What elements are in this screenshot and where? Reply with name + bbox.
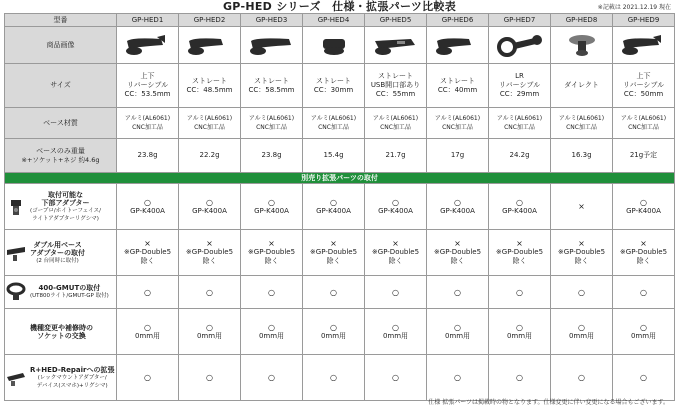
accessory-cell xyxy=(551,309,613,355)
size-cell xyxy=(427,64,489,108)
material-line: CNC加工品 xyxy=(256,124,287,131)
availability-mark: × xyxy=(516,239,523,248)
accessory-note: 除く xyxy=(140,257,155,265)
accessory-label-main: 400-GMUTの取付 xyxy=(38,284,101,292)
accessory-row xyxy=(5,309,675,355)
availability-mark: ○ xyxy=(144,287,151,297)
accessory-note: 0mm用 xyxy=(506,331,533,340)
accessory-note: GP-K400A xyxy=(192,206,227,215)
size-cell xyxy=(303,64,365,108)
material-line: CNC加工品 xyxy=(566,124,597,131)
size-line: USB開口部あり xyxy=(370,81,421,89)
accessory-note: 除く xyxy=(264,257,279,265)
accessory-cell xyxy=(241,309,303,355)
accessory-note: 除く xyxy=(512,257,527,265)
availability-mark: ○ xyxy=(392,373,399,382)
accessory-note: ※GP-Double5 xyxy=(495,248,544,256)
availability-mark: ○ xyxy=(516,373,523,382)
size-cell xyxy=(489,64,551,108)
accessory-label-sub: デバイス(スマホ)+リグシマ) xyxy=(36,382,108,389)
material-cell xyxy=(489,108,551,139)
accessory-label-text xyxy=(30,191,101,223)
material-line: CNC加工品 xyxy=(194,124,225,131)
image-row xyxy=(5,27,675,64)
model-header: GP-HED6 xyxy=(427,14,489,27)
availability-mark: × xyxy=(578,202,585,211)
accessory-image xyxy=(5,321,27,343)
accessory-cell xyxy=(303,276,365,309)
accessory-label xyxy=(5,309,117,355)
material-line: アルミ(AL6061) xyxy=(186,115,233,122)
product-image-cell xyxy=(179,27,241,64)
accessory-note: 0mm用 xyxy=(382,331,409,340)
availability-mark: ○ xyxy=(330,197,337,207)
accessory-cell xyxy=(241,355,303,401)
accessory-note: GP-K400A xyxy=(626,206,661,215)
accessory-cell xyxy=(551,355,613,401)
size-line: LR xyxy=(515,72,524,80)
accessory-cell xyxy=(489,355,551,401)
size-line: CC：53.5mm xyxy=(124,90,171,98)
model-header: GP-HED2 xyxy=(179,14,241,27)
product-image-cell xyxy=(613,27,675,64)
header-label: 型番 xyxy=(5,14,117,27)
size-cell xyxy=(613,64,675,108)
accessory-cell xyxy=(303,355,365,401)
availability-mark: ○ xyxy=(516,287,523,297)
weight-cell: 16.3g xyxy=(551,139,613,173)
accessory-cell xyxy=(489,276,551,309)
weight-cell: 21.7g xyxy=(365,139,427,173)
size-line: リバーシブル xyxy=(498,81,541,89)
accessory-note: 0mm用 xyxy=(320,331,347,340)
accessory-label-main: R+HED-Repairへの拡張 xyxy=(30,365,115,374)
size-cell xyxy=(179,64,241,108)
size-line: CC：58.5mm xyxy=(248,85,295,94)
availability-mark: ○ xyxy=(268,197,275,207)
accessory-note: 除く xyxy=(574,257,589,265)
accessory-label xyxy=(5,230,117,276)
accessory-label-sub: (レックマウントアダプター/ xyxy=(37,374,107,381)
material-line: CNC加工品 xyxy=(628,124,659,131)
accessory-label xyxy=(5,276,117,309)
accessory-cell xyxy=(427,309,489,355)
size-line: ストレート xyxy=(316,76,351,85)
accessory-note: GP-K400A xyxy=(316,206,351,215)
weight-cell: 24.2g xyxy=(489,139,551,173)
model-header: GP-HED7 xyxy=(489,14,551,27)
accessory-label-sub: ライトアダプターリグシマ) xyxy=(32,215,99,222)
accessory-row xyxy=(5,355,675,401)
size-line: CC：48.5mm xyxy=(186,85,233,94)
accessory-cell xyxy=(613,276,675,309)
availability-mark: ○ xyxy=(640,322,647,332)
accessory-label xyxy=(5,184,117,230)
accessory-cell xyxy=(117,184,179,230)
accessory-note: GP-K400A xyxy=(378,206,413,215)
accessory-label-text xyxy=(30,366,114,390)
accessory-note: ※GP-Double5 xyxy=(309,248,358,256)
product-image-cell xyxy=(489,27,551,64)
accessory-note: ※GP-Double5 xyxy=(371,248,420,256)
accessory-cell xyxy=(551,276,613,309)
accessory-label-main: ダブル用ベース xyxy=(33,240,82,249)
size-cell xyxy=(117,64,179,108)
availability-mark: ○ xyxy=(454,197,461,207)
availability-mark: ○ xyxy=(578,373,585,382)
product-image xyxy=(371,31,421,59)
accessory-note: 0mm用 xyxy=(258,331,285,340)
size-line: ストレート xyxy=(378,72,413,80)
accessory-note: ※GP-Double5 xyxy=(433,248,482,256)
material-cell xyxy=(117,108,179,139)
accessory-cell xyxy=(613,355,675,401)
accessory-note: 除く xyxy=(636,257,651,265)
accessory-cell xyxy=(117,276,179,309)
weight-cell: 22.2g xyxy=(179,139,241,173)
accessory-note: ※GP-Double5 xyxy=(619,248,668,256)
material-line: CNC加工品 xyxy=(442,124,473,131)
availability-mark: ○ xyxy=(206,197,213,207)
accessory-label-main: ソケットの交換 xyxy=(37,331,86,340)
accessory-cell xyxy=(489,184,551,230)
accessory-cell xyxy=(613,309,675,355)
model-header: GP-HED8 xyxy=(551,14,613,27)
size-cell xyxy=(241,64,303,108)
section-row xyxy=(5,173,675,184)
accessory-row xyxy=(5,184,675,230)
availability-mark: ○ xyxy=(268,322,275,332)
size-line: 上下 xyxy=(636,72,651,80)
availability-mark: ○ xyxy=(268,373,275,382)
availability-mark: ○ xyxy=(640,287,647,297)
accessory-note: GP-K400A xyxy=(502,206,537,215)
availability-mark: × xyxy=(392,239,399,248)
product-image xyxy=(557,31,607,59)
accessory-cell xyxy=(179,276,241,309)
accessory-note: 除く xyxy=(450,257,465,265)
availability-mark: ○ xyxy=(330,322,337,332)
product-image-cell xyxy=(427,27,489,64)
availability-mark: ○ xyxy=(330,287,337,297)
accessory-cell xyxy=(489,309,551,355)
accessory-label-sub: (2 台同時に取付) xyxy=(36,257,79,264)
material-line: アルミ(AL6061) xyxy=(558,115,605,122)
weight-label-sub: ※+ソケット+ネジ 約4.6g xyxy=(21,155,100,164)
availability-mark: ○ xyxy=(392,322,399,332)
material-line: CNC加工品 xyxy=(504,124,535,131)
accessory-cell xyxy=(489,230,551,276)
accessory-cell xyxy=(241,276,303,309)
material-line: CNC加工品 xyxy=(318,124,349,131)
size-line: CC：30mm xyxy=(313,85,354,94)
accessory-cell xyxy=(365,309,427,355)
availability-mark: × xyxy=(144,239,151,248)
size-cell xyxy=(551,64,613,108)
accessory-cell xyxy=(427,184,489,230)
size-line: 上下 xyxy=(140,72,155,80)
availability-mark: ○ xyxy=(206,287,213,297)
material-line: アルミ(AL6061) xyxy=(248,115,295,122)
material-cell xyxy=(179,108,241,139)
model-header: GP-HED1 xyxy=(117,14,179,27)
accessory-label-main: アダプターの取付 xyxy=(30,248,86,257)
availability-mark: ○ xyxy=(330,373,337,382)
date-note: ※記載は 2021.12.19 現在 xyxy=(597,4,671,11)
accessory-cell xyxy=(241,230,303,276)
product-image xyxy=(433,31,483,59)
accessory-label-sub: (UT800ライト/GMUT-GP 取付) xyxy=(30,293,109,299)
material-cell xyxy=(551,108,613,139)
size-line: リバーシブル xyxy=(126,81,169,89)
availability-mark: × xyxy=(330,239,337,248)
size-line: ストレート xyxy=(440,76,475,85)
accessory-cell xyxy=(551,184,613,230)
availability-mark: ○ xyxy=(206,373,213,382)
accessory-cell xyxy=(117,355,179,401)
accessory-note: 除く xyxy=(326,257,341,265)
product-image xyxy=(247,31,297,59)
material-line: アルミ(AL6061) xyxy=(620,115,667,122)
material-line: アルミ(AL6061) xyxy=(434,115,481,122)
product-image-cell xyxy=(117,27,179,64)
weight-row xyxy=(5,139,675,173)
material-cell xyxy=(427,108,489,139)
accessory-cell xyxy=(365,276,427,309)
accessory-cell xyxy=(365,230,427,276)
accessory-image xyxy=(5,196,27,218)
footer-note: 仕様 拡張パーツは掲載時の物となります。仕様変更に伴い変更になる場合もございます。 xyxy=(428,399,669,406)
material-row xyxy=(5,108,675,139)
accessory-note: 0mm用 xyxy=(196,331,223,340)
availability-mark: ○ xyxy=(392,197,399,207)
product-image-cell xyxy=(303,27,365,64)
material-cell xyxy=(303,108,365,139)
availability-mark: × xyxy=(640,239,647,248)
accessory-cell xyxy=(179,230,241,276)
availability-mark: ○ xyxy=(640,197,647,207)
weight-row-label xyxy=(5,139,117,173)
availability-mark: × xyxy=(578,239,585,248)
weight-cell: 23.8g xyxy=(241,139,303,173)
page-title: GP-HED シリーズ 仕様・拡張パーツ比較表 xyxy=(222,0,457,13)
material-cell xyxy=(613,108,675,139)
availability-mark: ○ xyxy=(268,287,275,297)
model-header: GP-HED5 xyxy=(365,14,427,27)
product-image xyxy=(123,31,173,59)
model-header: GP-HED4 xyxy=(303,14,365,27)
availability-mark: ○ xyxy=(640,373,647,382)
comparison-table xyxy=(4,13,675,401)
size-row-label: サイズ xyxy=(5,64,117,108)
material-line: CNC加工品 xyxy=(132,124,163,131)
size-line: ストレート xyxy=(192,76,227,85)
material-line: アルミ(AL6061) xyxy=(496,115,543,122)
weight-cell: 15.4g xyxy=(303,139,365,173)
accessory-label-sub: (ゴープロ/ホイトーフェイス/ xyxy=(30,207,101,214)
accessory-cell xyxy=(427,276,489,309)
size-line: CC：29mm xyxy=(499,90,540,98)
accessory-label-main: 下部アダプター xyxy=(41,198,90,207)
accessory-cell xyxy=(179,184,241,230)
product-image-cell xyxy=(365,27,427,64)
accessory-cell xyxy=(613,184,675,230)
accessory-note: GP-K400A xyxy=(130,206,165,215)
availability-mark: ○ xyxy=(516,322,523,332)
model-header: GP-HED9 xyxy=(613,14,675,27)
accessory-cell xyxy=(551,230,613,276)
size-line: CC：50mm xyxy=(623,90,664,98)
image-row-label: 商品画像 xyxy=(5,27,117,64)
material-line: アルミ(AL6061) xyxy=(124,115,171,122)
product-image xyxy=(495,31,545,59)
size-line: CC：55mm xyxy=(375,90,416,98)
size-line: ダイレクト xyxy=(564,81,599,89)
availability-mark: ○ xyxy=(454,287,461,297)
accessory-cell xyxy=(613,230,675,276)
accessory-note: ※GP-Double5 xyxy=(185,248,234,256)
accessory-cell xyxy=(179,309,241,355)
accessory-note: ※GP-Double5 xyxy=(557,248,606,256)
product-image xyxy=(309,31,359,59)
accessory-note: 0mm用 xyxy=(444,331,471,340)
size-line: CC：40mm xyxy=(437,85,478,94)
availability-mark: ○ xyxy=(454,373,461,382)
accessory-cell xyxy=(117,309,179,355)
accessory-image xyxy=(5,367,27,389)
accessory-note: 除く xyxy=(202,257,217,265)
product-image xyxy=(185,31,235,59)
accessory-label-main: 機種変更や補修時の xyxy=(30,323,93,332)
weight-cell: 23.8g xyxy=(117,139,179,173)
accessory-label xyxy=(5,355,117,401)
availability-mark: ○ xyxy=(144,197,151,207)
material-cell xyxy=(365,108,427,139)
accessory-cell xyxy=(365,355,427,401)
accessory-image xyxy=(5,281,27,303)
accessory-note: 0mm用 xyxy=(568,331,595,340)
accessory-image xyxy=(5,242,27,264)
material-line: CNC加工品 xyxy=(380,124,411,131)
availability-mark: ○ xyxy=(144,322,151,332)
accessory-cell xyxy=(241,184,303,230)
accessory-label-text xyxy=(30,241,85,265)
product-image-cell xyxy=(241,27,303,64)
model-header: GP-HED3 xyxy=(241,14,303,27)
material-line: アルミ(AL6061) xyxy=(310,115,357,122)
product-image xyxy=(619,31,669,59)
accessory-note: GP-K400A xyxy=(440,206,475,215)
accessory-note: 0mm用 xyxy=(134,331,161,340)
availability-mark: ○ xyxy=(206,322,213,332)
accessory-cell xyxy=(303,309,365,355)
size-cell xyxy=(365,64,427,108)
accessory-note: ※GP-Double5 xyxy=(123,248,172,256)
size-line: リバーシブル xyxy=(622,81,665,89)
accessory-label-text xyxy=(30,284,109,300)
accessory-cell xyxy=(303,230,365,276)
accessory-row xyxy=(5,276,675,309)
material-row-label: ベース材質 xyxy=(5,108,117,139)
accessory-note: 0mm用 xyxy=(630,331,657,340)
availability-mark: × xyxy=(268,239,275,248)
accessory-row xyxy=(5,230,675,276)
accessory-cell xyxy=(427,230,489,276)
accessory-cell xyxy=(365,184,427,230)
availability-mark: ○ xyxy=(144,373,151,382)
weight-cell: 17g xyxy=(427,139,489,173)
weight-label-main: ベースのみ重量 xyxy=(36,146,85,155)
accessory-cell xyxy=(427,355,489,401)
weight-cell: 21g予定 xyxy=(613,139,675,173)
accessory-note: ※GP-Double5 xyxy=(247,248,296,256)
material-line: アルミ(AL6061) xyxy=(372,115,419,122)
availability-mark: ○ xyxy=(516,197,523,207)
availability-mark: ○ xyxy=(454,322,461,332)
availability-mark: × xyxy=(206,239,213,248)
header-row xyxy=(5,14,675,27)
size-row xyxy=(5,64,675,108)
product-image-cell xyxy=(551,27,613,64)
section-title: 別売り拡張パーツの取付 xyxy=(5,173,675,184)
accessory-cell xyxy=(303,184,365,230)
availability-mark: ○ xyxy=(392,287,399,297)
accessory-label-text xyxy=(30,324,93,340)
accessory-cell xyxy=(117,230,179,276)
accessory-label-main: 取付可能な xyxy=(47,190,83,199)
availability-mark: × xyxy=(454,239,461,248)
availability-mark: ○ xyxy=(578,322,585,332)
accessory-cell xyxy=(179,355,241,401)
size-line: ストレート xyxy=(254,76,289,85)
availability-mark: ○ xyxy=(578,287,585,297)
accessory-note: GP-K400A xyxy=(254,206,289,215)
material-cell xyxy=(241,108,303,139)
accessory-note: 除く xyxy=(388,257,403,265)
